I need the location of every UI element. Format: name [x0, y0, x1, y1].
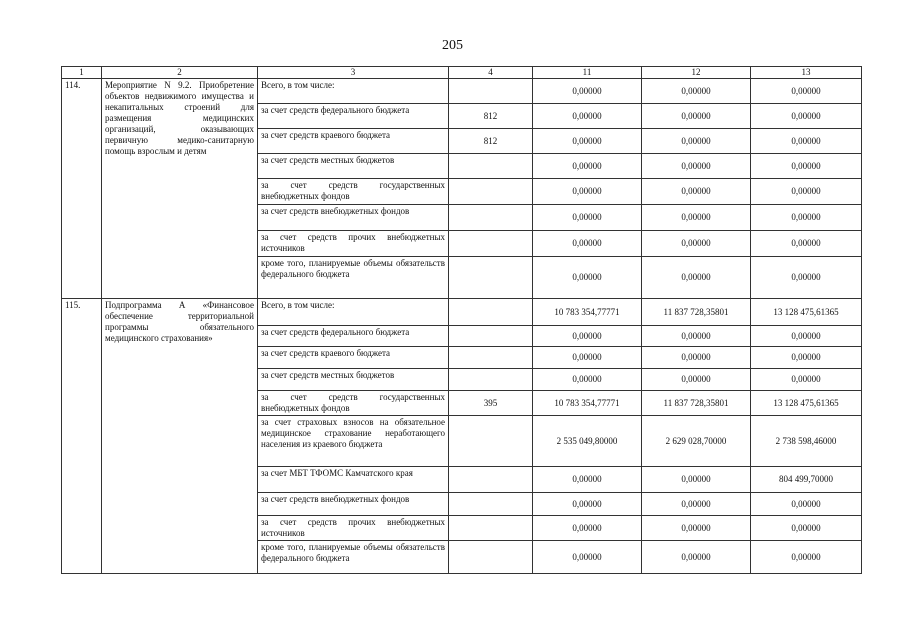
budget-code: [449, 516, 533, 541]
budget-code: [449, 154, 533, 179]
value-col-12: 0,00000: [642, 231, 751, 257]
funding-source: за счет средств местных бюджетов: [258, 369, 449, 391]
value-col-12: 0,00000: [642, 516, 751, 541]
value-col-12: 2 629 028,70000: [642, 416, 751, 467]
value-col-12: 0,00000: [642, 129, 751, 154]
value-col-13: 0,00000: [751, 154, 862, 179]
value-col-11: 0,00000: [533, 541, 642, 574]
value-col-11: 0,00000: [533, 205, 642, 231]
funding-source: за счет страховых взносов на обязательное медицинское страхование неработающего населения из краевого бюджета: [258, 416, 449, 467]
value-col-11: 0,00000: [533, 154, 642, 179]
budget-code: [449, 231, 533, 257]
value-col-13: 2 738 598,46000: [751, 416, 862, 467]
value-col-11: 10 783 354,77771: [533, 391, 642, 416]
budget-code: [449, 299, 533, 326]
value-col-12: 0,00000: [642, 104, 751, 129]
funding-source: Всего, в том числе:: [258, 299, 449, 326]
funding-source: за счет средств внебюджетных фондов: [258, 493, 449, 516]
value-col-12: 0,00000: [642, 369, 751, 391]
value-col-12: 0,00000: [642, 541, 751, 574]
budget-code: 812: [449, 104, 533, 129]
funding-source: за счет средств внебюджетных фондов: [258, 205, 449, 231]
value-col-13: 0,00000: [751, 104, 862, 129]
value-col-13: 0,00000: [751, 493, 862, 516]
budget-code: [449, 257, 533, 299]
value-col-11: 0,00000: [533, 231, 642, 257]
value-col-13: 0,00000: [751, 257, 862, 299]
value-col-12: 0,00000: [642, 154, 751, 179]
value-col-13: 0,00000: [751, 79, 862, 104]
column-number: 11: [533, 67, 642, 79]
column-number: 13: [751, 67, 862, 79]
budget-code: 395: [449, 391, 533, 416]
value-col-11: 10 783 354,77771: [533, 299, 642, 326]
budget-code: [449, 205, 533, 231]
value-col-13: 13 128 475,61365: [751, 299, 862, 326]
value-col-12: 0,00000: [642, 205, 751, 231]
value-col-12: 0,00000: [642, 347, 751, 369]
value-col-13: 0,00000: [751, 541, 862, 574]
funding-source: за счет средств краевого бюджета: [258, 129, 449, 154]
value-col-13: 0,00000: [751, 516, 862, 541]
funding-source: за счет средств федерального бюджета: [258, 326, 449, 347]
value-col-11: 0,00000: [533, 493, 642, 516]
budget-code: [449, 179, 533, 205]
value-col-13: 13 128 475,61365: [751, 391, 862, 416]
value-col-12: 0,00000: [642, 257, 751, 299]
column-number: 3: [258, 67, 449, 79]
funding-source: за счет средств краевого бюджета: [258, 347, 449, 369]
column-number: 1: [62, 67, 102, 79]
value-col-13: 0,00000: [751, 231, 862, 257]
budget-code: [449, 79, 533, 104]
column-number: 12: [642, 67, 751, 79]
column-number-row: [62, 67, 862, 79]
value-col-11: 0,00000: [533, 129, 642, 154]
value-col-12: 0,00000: [642, 179, 751, 205]
value-col-13: 0,00000: [751, 369, 862, 391]
value-col-11: 0,00000: [533, 516, 642, 541]
value-col-11: 0,00000: [533, 326, 642, 347]
budget-code: [449, 541, 533, 574]
value-col-11: 0,00000: [533, 347, 642, 369]
item-number: 114.: [62, 79, 102, 299]
value-col-12: 11 837 728,35801: [642, 391, 751, 416]
page-number: 205: [442, 38, 463, 53]
budget-code: [449, 369, 533, 391]
value-col-12: 0,00000: [642, 493, 751, 516]
value-col-12: 0,00000: [642, 467, 751, 493]
value-col-13: 0,00000: [751, 205, 862, 231]
value-col-11: 0,00000: [533, 369, 642, 391]
budget-code: [449, 347, 533, 369]
value-col-13: 0,00000: [751, 129, 862, 154]
value-col-13: 0,00000: [751, 347, 862, 369]
value-col-11: 2 535 049,80000: [533, 416, 642, 467]
value-col-11: 0,00000: [533, 104, 642, 129]
table-row: [62, 79, 862, 104]
funding-source: за счет средств местных бюджетов: [258, 154, 449, 179]
item-title: Подпрограмма А «Финансовое обеспечение территориальной программы обязательного медицинского страхования»: [102, 299, 258, 574]
column-number: 4: [449, 67, 533, 79]
funding-source: за счет средств государственных внебюджетных фондов: [258, 391, 449, 416]
funding-source: Всего, в том числе:: [258, 79, 449, 104]
table-row: [62, 299, 862, 326]
funding-source: кроме того, планируемые объемы обязательств федерального бюджета: [258, 541, 449, 574]
value-col-11: 0,00000: [533, 257, 642, 299]
value-col-13: 0,00000: [751, 326, 862, 347]
funding-source: за счет МБТ ТФОМС Камчатского края: [258, 467, 449, 493]
value-col-12: 11 837 728,35801: [642, 299, 751, 326]
item-title: Мероприятие N 9.2. Приобретение объектов недвижимого имущества и некапитальных строений для размещения медицинских организаций, оказывающих первичную медико-санитарную помощь взрослым и детям: [102, 79, 258, 299]
budget-code: [449, 326, 533, 347]
funding-source: за счет средств прочих внебюджетных источников: [258, 231, 449, 257]
value-col-12: 0,00000: [642, 326, 751, 347]
budget-code: [449, 493, 533, 516]
column-number: 2: [102, 67, 258, 79]
funding-source: кроме того, планируемые объемы обязательств федерального бюджета: [258, 257, 449, 299]
budget-code: [449, 416, 533, 467]
funding-source: за счет средств федерального бюджета: [258, 104, 449, 129]
budget-table: [61, 66, 862, 574]
value-col-11: 0,00000: [533, 467, 642, 493]
value-col-11: 0,00000: [533, 179, 642, 205]
value-col-12: 0,00000: [642, 79, 751, 104]
value-col-11: 0,00000: [533, 79, 642, 104]
item-number: 115.: [62, 299, 102, 574]
budget-code: 812: [449, 129, 533, 154]
value-col-13: 804 499,70000: [751, 467, 862, 493]
value-col-13: 0,00000: [751, 179, 862, 205]
funding-source: за счет средств государственных внебюджетных фондов: [258, 179, 449, 205]
funding-source: за счет средств прочих внебюджетных источников: [258, 516, 449, 541]
budget-code: [449, 467, 533, 493]
